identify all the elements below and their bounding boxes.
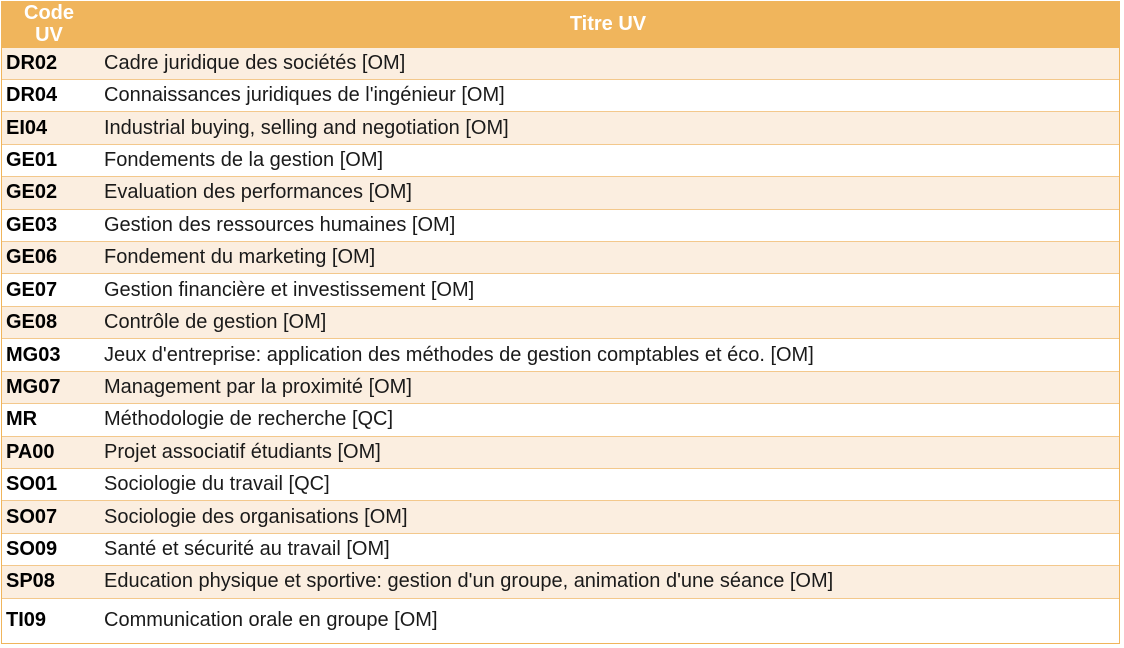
uv-code-cell: GE01 <box>2 144 96 176</box>
table-row <box>2 371 1120 403</box>
header-code-line1: Code <box>24 2 74 24</box>
uv-code-cell: GE02 <box>2 177 96 209</box>
uv-code-cell: GE03 <box>2 209 96 241</box>
uv-code-cell: GE06 <box>2 242 96 274</box>
uv-title-cell: Connaissances juridiques de l'ingénieur [OM] <box>96 79 1120 111</box>
table-row <box>2 404 1120 436</box>
table-row <box>2 79 1120 111</box>
header-title: Titre UV <box>96 2 1120 47</box>
uv-title-cell: Cadre juridique des sociétés [OM] <box>96 47 1120 79</box>
table-row <box>2 144 1120 176</box>
uv-title-cell: Education physique et sportive: gestion d'un groupe, animation d'une séance [OM] <box>96 566 1120 598</box>
uv-title-cell: Sociologie du travail [QC] <box>96 468 1120 500</box>
table-row <box>2 436 1120 468</box>
uv-code-cell: PA00 <box>2 436 96 468</box>
uv-code-cell: MG07 <box>2 371 96 403</box>
uv-title-cell: Sociologie des organisations [OM] <box>96 501 1120 533</box>
uv-title-cell: Evaluation des performances [OM] <box>96 177 1120 209</box>
uv-code-cell: TI09 <box>2 598 96 643</box>
uv-title-cell: Santé et sécurité au travail [OM] <box>96 533 1120 565</box>
table-row <box>2 177 1120 209</box>
uv-code-cell: EI04 <box>2 112 96 144</box>
uv-title-cell: Fondement du marketing [OM] <box>96 242 1120 274</box>
header-row <box>2 2 1120 47</box>
uv-title-cell: Fondements de la gestion [OM] <box>96 144 1120 176</box>
header-code <box>2 2 96 47</box>
uv-title-cell: Industrial buying, selling and negotiation [OM] <box>96 112 1120 144</box>
uv-code-cell: MR <box>2 404 96 436</box>
uv-table <box>2 2 1120 644</box>
header-code-line2: UV <box>35 24 63 46</box>
uv-title-cell: Management par la proximité [OM] <box>96 371 1120 403</box>
table-row <box>2 274 1120 306</box>
table-row <box>2 47 1120 79</box>
uv-code-cell: SO01 <box>2 468 96 500</box>
table-row <box>2 339 1120 371</box>
table-row <box>2 501 1120 533</box>
table-row <box>2 566 1120 598</box>
uv-code-cell: DR04 <box>2 79 96 111</box>
uv-code-cell: GE07 <box>2 274 96 306</box>
uv-code-cell: DR02 <box>2 47 96 79</box>
table-row <box>2 533 1120 565</box>
uv-title-cell: Communication orale en groupe [OM] <box>96 598 1120 643</box>
uv-title-cell: Gestion financière et investissement [OM] <box>96 274 1120 306</box>
uv-title-cell: Contrôle de gestion [OM] <box>96 306 1120 338</box>
table-row <box>2 306 1120 338</box>
uv-title-cell: Jeux d'entreprise: application des méthodes de gestion comptables et éco. [OM] <box>96 339 1120 371</box>
uv-code-cell: SP08 <box>2 566 96 598</box>
table-row <box>2 209 1120 241</box>
table-row <box>2 112 1120 144</box>
uv-code-cell: GE08 <box>2 306 96 338</box>
uv-title-cell: Gestion des ressources humaines [OM] <box>96 209 1120 241</box>
uv-code-cell: SO07 <box>2 501 96 533</box>
uv-code-cell: MG03 <box>2 339 96 371</box>
uv-table-body <box>2 47 1120 644</box>
uv-code-cell: SO09 <box>2 533 96 565</box>
uv-title-cell: Projet associatif étudiants [OM] <box>96 436 1120 468</box>
table-row <box>2 468 1120 500</box>
uv-title-cell: Méthodologie de recherche [QC] <box>96 404 1120 436</box>
table-row <box>2 242 1120 274</box>
table-row <box>2 598 1120 643</box>
